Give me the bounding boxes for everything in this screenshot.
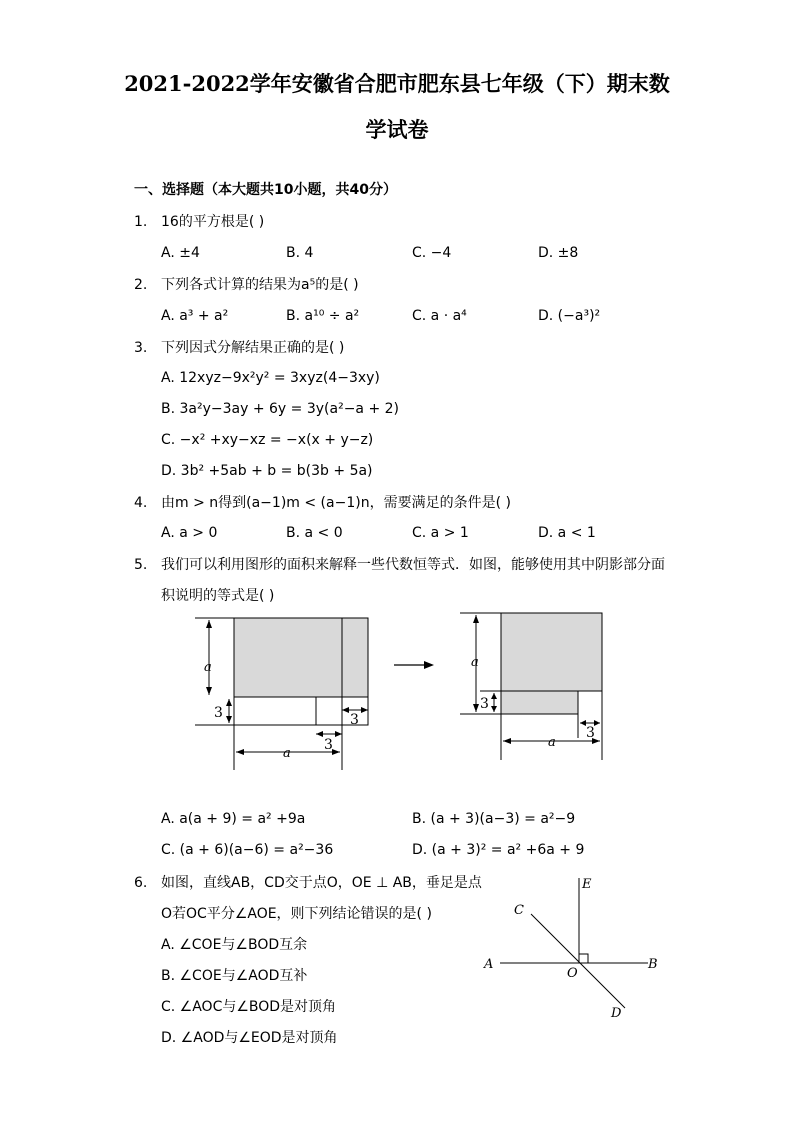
label-3: 3 xyxy=(350,712,359,728)
label-D: D xyxy=(611,1006,622,1021)
option-b: B. ∠COE与∠AOD互补 xyxy=(161,968,308,984)
option-a: A. ∠COE与∠BOD互余 xyxy=(161,937,308,953)
question-stem: 16的平方根是( ) xyxy=(161,214,265,230)
option-d: D. ∠AOD与∠EOD是对顶角 xyxy=(161,1030,338,1046)
section-heading: 一、选择题（本大题共10小题，共40分） xyxy=(134,182,397,198)
option-a: A. 12xyz−9x²y² = 3xyz(4−3xy) xyxy=(161,370,380,386)
question-stem: 我们可以利用图形的面积来解释一些代数恒等式．如图，能够使用其中阴影部分面 xyxy=(161,557,665,573)
question-stem-line2: O若OC平分∠AOE，则下列结论错误的是( ) xyxy=(161,906,432,922)
option-b: B. a < 0 xyxy=(286,525,343,541)
label-a: a xyxy=(204,660,212,675)
option-b: B. 4 xyxy=(286,245,314,261)
label-O: O xyxy=(567,966,578,981)
label-a: a xyxy=(471,655,479,670)
question-stem: 下列因式分解结果正确的是( ) xyxy=(161,340,345,356)
question-number: 6. xyxy=(134,875,148,891)
shaded-square xyxy=(501,613,602,691)
option-c: C. ∠AOC与∠BOD是对顶角 xyxy=(161,999,337,1015)
option-c: C. −4 xyxy=(412,245,452,261)
option-c: C. a > 1 xyxy=(412,525,469,541)
option-a: A. a³ + a² xyxy=(161,308,229,324)
page-title-line2: 学试卷 xyxy=(365,117,429,142)
label-a: a xyxy=(283,746,291,761)
label-C: C xyxy=(514,903,524,918)
label-a: a xyxy=(548,735,556,750)
question-stem-line2: 积说明的等式是( ) xyxy=(161,588,275,604)
option-d: D. (−a³)² xyxy=(538,308,601,324)
question-stem: 由m > n得到(a−1)m < (a−1)n，需要满足的条件是( ) xyxy=(161,495,511,511)
label-3: 3 xyxy=(324,737,333,753)
question-number: 2. xyxy=(134,277,148,293)
option-a: A. a(a + 9) = a² +9a xyxy=(161,811,306,827)
question-number: 4. xyxy=(134,495,148,511)
option-c: C. a · a⁴ xyxy=(412,308,467,324)
label-A: A xyxy=(484,957,494,972)
label-3: 3 xyxy=(480,696,489,712)
label-3: 3 xyxy=(586,725,595,741)
option-d: D. ±8 xyxy=(538,245,579,261)
option-b: B. a¹⁰ ÷ a² xyxy=(286,308,360,324)
option-c: C. −x² +xy−xz = −x(x + y−z) xyxy=(161,432,374,448)
option-d: D. 3b² +5ab + b = b(3b + 5a) xyxy=(161,463,373,479)
option-c: C. (a + 6)(a−6) = a²−36 xyxy=(161,842,334,858)
label-B: B xyxy=(648,957,658,972)
option-b: B. 3a²y−3ay + 6y = 3y(a²−a + 2) xyxy=(161,401,399,417)
question-number: 3. xyxy=(134,340,148,356)
line-cd xyxy=(531,914,625,1008)
shaded-strip xyxy=(501,691,578,714)
question-stem: 下列各式计算的结果为a⁵的是( ) xyxy=(161,277,359,293)
shaded-square xyxy=(234,618,342,697)
question-number: 1. xyxy=(134,214,148,230)
label-3: 3 xyxy=(214,705,223,721)
option-d: D. (a + 3)² = a² +6a + 9 xyxy=(412,842,585,858)
question-stem: 如图，直线AB，CD交于点O，OE ⊥ AB，垂足是点 xyxy=(161,875,482,891)
option-a: A. ±4 xyxy=(161,245,200,261)
question-number: 5. xyxy=(134,557,148,573)
option-a: A. a > 0 xyxy=(161,525,218,541)
option-b: B. (a + 3)(a−3) = a²−9 xyxy=(412,811,576,827)
right-angle-mark xyxy=(579,954,588,963)
shaded-strip xyxy=(342,618,368,697)
page-title: 2021-2022学年安徽省合肥市肥东县七年级（下）期末数 xyxy=(124,71,670,96)
option-d: D. a < 1 xyxy=(538,525,596,541)
label-E: E xyxy=(582,877,592,892)
